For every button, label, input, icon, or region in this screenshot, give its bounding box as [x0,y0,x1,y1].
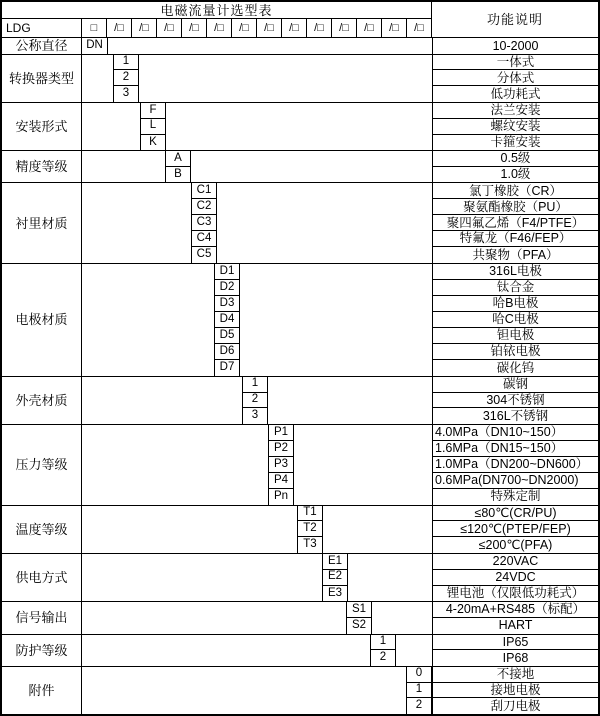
code-cell: P4 [268,473,294,489]
description-cell: 316L电极 [432,264,598,280]
code-cell: 0 [406,667,432,683]
code-cell: A [165,151,191,167]
description-cell: 螺纹安装 [432,119,598,135]
code-cell: 1 [242,377,268,393]
model-code-row [2,19,431,37]
table-row [82,570,598,586]
code-box: /□ [282,19,307,37]
code-cell: T1 [297,506,323,522]
group-temperature-class [2,506,598,554]
table-row [82,183,598,199]
code-cell: S2 [346,618,372,634]
description-cell: 钽电极 [432,328,598,344]
table-row [82,408,598,424]
description-cell: 卡箍安装 [432,135,598,151]
table-row [82,521,598,537]
table-row [82,683,598,699]
code-cell: D3 [214,296,240,312]
description-cell: IP68 [432,650,598,666]
code-cell: C3 [191,215,217,231]
table-row [82,280,598,296]
description-cell: 0.6MPa(DN700~DN2000) [432,473,598,489]
description-cell: 1.0MPa（DN200~DN600） [432,457,598,473]
table-row [82,119,598,135]
code-cell: C2 [191,199,217,215]
group-housing-material [2,377,598,425]
code-cell: 1 [370,635,396,651]
description-cell: 聚氨酯橡胶（PU） [432,199,598,215]
description-cell: ≤200℃(PFA) [432,537,598,553]
table-row [82,247,598,263]
code-cell: E3 [322,586,348,602]
code-cell: D7 [214,360,240,376]
group-power-supply [2,554,598,602]
table-row [82,55,598,71]
table-row [82,393,598,409]
description-cell: 10-2000 [432,38,598,54]
group-pressure-class [2,425,598,506]
description-cell: 1.0级 [432,167,598,183]
table-row [82,667,598,683]
group-accessories [2,667,598,714]
table-row [82,151,598,167]
table-row [82,554,598,570]
code-box: /□ [414,21,424,34]
header-left [2,2,432,37]
description-cell: 低功耗式 [432,86,598,102]
code-cell: D1 [214,264,240,280]
code-cell: P1 [268,425,294,441]
code-cell: B [165,167,191,183]
table-row [82,344,598,360]
description-cell: HART [432,618,598,634]
category-label: 转换器类型 [2,55,82,102]
category-label: 压力等级 [2,425,82,505]
code-cell: F [140,103,166,119]
code-cell: D5 [214,328,240,344]
description-cell: 0.5级 [432,151,598,167]
description-cell: 特氟龙（F46/FEP） [432,231,598,247]
code-cell: C1 [191,183,217,199]
code-cell: P2 [268,441,294,457]
code-cell: C4 [191,231,217,247]
code-box: /□ [232,19,257,37]
description-cell: 24VDC [432,570,598,586]
table-row [82,167,598,183]
table-row [82,360,598,376]
table-row [82,312,598,328]
table-row [82,296,598,312]
code-box: /□ [182,19,207,37]
table-row [82,70,598,86]
category-label: 防护等级 [2,635,82,666]
table-row [82,489,598,505]
category-label: 附件 [2,667,82,714]
group-converter-type [2,55,598,103]
code-cell: T3 [297,537,323,553]
table-row [82,231,598,247]
table-row [82,425,598,441]
category-label: 外壳材质 [2,377,82,424]
table-row [82,199,598,215]
table-row [82,457,598,473]
code-box: /□ [107,19,132,37]
code-cell: 2 [406,698,432,714]
table-row [82,377,598,393]
code-box: /□ [157,19,182,37]
code-cell: 3 [113,86,139,102]
category-label: 温度等级 [2,506,82,553]
table-row [82,38,598,54]
description-cell: 304不锈钢 [432,393,598,409]
description-cell: ≤120℃(PTEP/FEP) [432,521,598,537]
description-cell: 4-20mA+RS485（标配） [432,602,598,618]
table-row [82,650,598,666]
table-row [82,586,598,602]
table-header [2,2,598,38]
code-box: /□ [207,19,232,37]
category-label: 公称直径 [2,38,82,54]
code-box: /□ [257,19,282,37]
code-cell: L [140,119,166,135]
code-box: /□ [382,19,407,37]
code-cell: D6 [214,344,240,360]
code-cell: Pn [268,489,294,505]
description-cell: 碳钢 [432,377,598,393]
description-cell: 接地电极 [432,683,598,699]
table-row [82,86,598,102]
description-cell: 共聚物（PFA） [432,247,598,263]
description-cell: IP65 [432,635,598,651]
category-label: 电极材质 [2,264,82,376]
code-cell: D4 [214,312,240,328]
code-cell: T2 [297,521,323,537]
description-cell: 聚四氟乙烯（F4/PTFE） [432,215,598,231]
description-cell: 锂电池（仅限低功耗式） [432,586,598,602]
table-row [82,328,598,344]
code-box: /□ [332,19,357,37]
table-row [82,473,598,489]
group-accuracy-class [2,151,598,183]
description-cell: 特殊定制 [432,489,598,505]
category-label: 衬里材质 [2,183,82,263]
model-prefix: LDG [2,19,82,37]
code-cell: 3 [242,408,268,424]
code-cell: D2 [214,280,240,296]
code-box: /□ [132,19,157,37]
description-cell: 一体式 [432,55,598,71]
code-cell: S1 [346,602,372,618]
description-cell: 4.0MPa（DN10~150） [432,425,598,441]
table-row [82,135,598,151]
description-cell: 1.6MPa（DN15~150） [432,441,598,457]
category-label: 信号输出 [2,602,82,633]
category-label: 精度等级 [2,151,82,182]
code-cell: E1 [322,554,348,570]
group-electrode-material [2,264,598,377]
table-title: 电磁流量计选型表 [2,2,431,19]
table-row [82,602,598,618]
table-row [82,441,598,457]
group-lining-material [2,183,598,264]
description-cell: 哈C电极 [432,312,598,328]
code-cell: 1 [406,683,432,699]
category-label: 安装形式 [2,103,82,150]
description-cell: 铂铱电极 [432,344,598,360]
group-installation-form [2,103,598,151]
code-cell: K [140,135,166,151]
description-cell: 哈B电极 [432,296,598,312]
table-row [82,103,598,119]
code-cell: C5 [191,247,217,263]
code-cell: 2 [370,650,396,666]
code-cell: 2 [242,393,268,409]
code-box: /□ [307,19,332,37]
code-cell: DN [82,38,108,54]
function-column-header: 功能说明 [486,12,543,27]
code-box: □ [82,19,107,37]
description-cell: 不接地 [432,667,598,683]
code-cell: 1 [113,55,139,71]
table-row [82,698,598,714]
group-nominal-diameter [2,38,598,55]
description-cell: 刮刀电极 [432,698,598,714]
table-row [82,618,598,634]
description-cell: 分体式 [432,70,598,86]
table-row [82,264,598,280]
description-cell: 钛合金 [432,280,598,296]
description-cell: 碳化钨 [432,360,598,376]
description-cell: ≤80℃(CR/PU) [432,506,598,522]
description-cell: 316L不锈钢 [432,408,598,424]
group-protection-rating [2,635,598,667]
category-label: 供电方式 [2,554,82,601]
table-row [82,215,598,231]
table-row [82,635,598,651]
code-box: /□ [357,19,382,37]
table-row [82,537,598,553]
description-cell: 法兰安装 [432,103,598,119]
code-cell: P3 [268,457,294,473]
table-row [82,506,598,522]
description-cell: 氯丁橡胶（CR） [432,183,598,199]
group-signal-output [2,602,598,634]
code-cell: E2 [322,570,348,586]
code-cell: 2 [113,70,139,86]
description-cell: 220VAC [432,554,598,570]
